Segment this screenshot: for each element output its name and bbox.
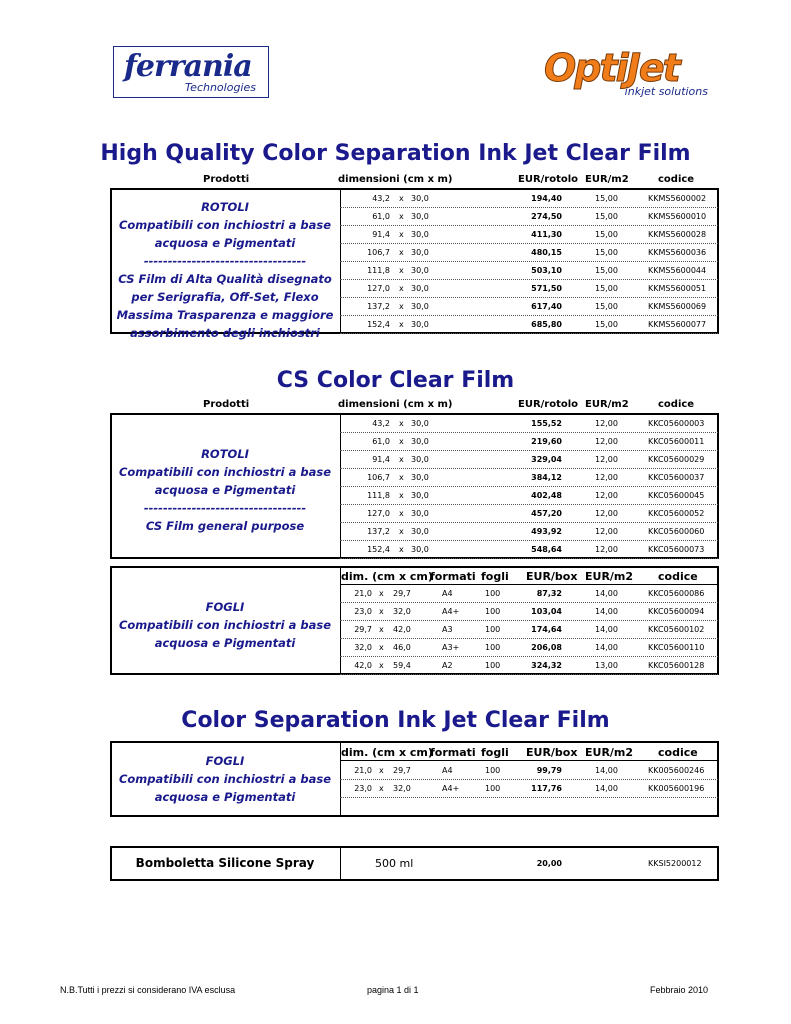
row-width: 127,0 [367,509,390,518]
row-format: A2 [442,661,453,670]
row-length: 30,0 [411,284,429,293]
row-eur-m2: 13,00 [595,661,618,670]
row-width: 43,2 [372,419,390,428]
cs-header-prodotti: Prodotti [203,399,250,410]
row-code: KKC05600045 [648,491,705,500]
hq-product-line: Massima Trasparenza e maggiore [116,308,334,322]
row-fogli: 100 [485,784,501,793]
csep-title: Color Separation Ink Jet Clear Film [181,708,610,733]
cs-product-line: ROTOLI [201,447,249,461]
row-width: 43,2 [372,194,390,203]
cs-sheets-header-eur-box: EUR/box [526,570,578,583]
table-row [340,450,718,469]
spray-qty: 500 ml [375,857,414,870]
cs-sheets-header-dim: dim. (cm x cm) [341,570,433,583]
cs-header-dimensioni: dimensioni (cm x m) [338,399,453,410]
hq-product-line: per Serigrafia, Off-Set, Flexo [131,290,319,304]
row-code: KKMS5600010 [648,212,707,221]
row-price: 685,80 [531,320,562,329]
optijet-logo-sub: inkjet solutions [624,85,708,98]
row-x: x [399,509,404,518]
row-fogli: 100 [485,661,501,670]
row-width: 32,0 [354,643,372,652]
row-width: 127,0 [367,284,390,293]
hq-product-line: Compatibili con inchiostri a base [118,218,332,232]
row-x: x [399,545,404,554]
cs-header-eur-m2: EUR/m2 [585,399,629,410]
row-code: KK005600246 [648,766,705,775]
row-width: 106,7 [367,248,390,257]
row-price: 155,52 [531,419,562,428]
table-row [340,504,718,523]
row-width: 152,4 [367,545,390,554]
row-price: 324,32 [531,661,562,670]
footer-page: pagina 1 di 1 [367,985,419,995]
row-length: 29,7 [393,589,411,598]
row-code: KKC05600003 [648,419,705,428]
row-width: 152,4 [367,320,390,329]
table-row [340,779,718,798]
row-width: 137,2 [367,527,390,536]
row-fogli: 100 [485,607,501,616]
row-code: KKC05600060 [648,527,705,536]
footer-date: Febbraio 2010 [650,985,709,995]
hq-title: High Quality Color Separation Ink Jet Clear Film [100,141,691,166]
row-code: KKC05600110 [648,643,705,652]
row-eur-m2: 15,00 [595,230,618,239]
spray-table-divider [340,848,341,879]
row-code: KKC05600011 [648,437,705,446]
ferrania-logo-sub: Technologies [184,81,256,94]
row-x: x [399,230,404,239]
row-length: 59,4 [393,661,411,670]
hq-header-dimensioni: dimensioni (cm x m) [338,174,453,185]
row-length: 30,0 [411,545,429,554]
row-eur-m2: 14,00 [595,766,618,775]
row-code: KKMS5600069 [648,302,707,311]
cs-product-description [112,445,338,535]
table-row [340,602,718,621]
row-code: KK005600196 [648,784,705,793]
row-price: 174,64 [531,625,562,634]
table-row [340,432,718,451]
row-width: 91,4 [372,230,390,239]
row-length: 30,0 [411,437,429,446]
row-length: 32,0 [393,784,411,793]
row-x: x [399,284,404,293]
hq-product-line: acquosa e Pigmentati [154,236,296,250]
row-x: x [399,527,404,536]
row-price: 617,40 [531,302,562,311]
row-x: x [399,491,404,500]
row-price: 548,64 [531,545,562,554]
row-code: KKC05600094 [648,607,705,616]
row-x: x [379,766,384,775]
row-price: 571,50 [531,284,562,293]
row-fogli: 100 [485,589,501,598]
row-price: 117,76 [531,784,562,793]
csep-product-line: FOGLI [205,754,245,768]
table-row [340,225,718,244]
table-row [340,656,718,675]
cs-sheets-product-line: FOGLI [205,600,245,614]
row-price: 402,48 [531,491,562,500]
row-price: 99,79 [536,766,562,775]
row-eur-m2: 12,00 [595,437,618,446]
row-width: 23,0 [354,607,372,616]
table-row [340,414,718,433]
row-width: 91,4 [372,455,390,464]
row-format: A4 [442,589,453,598]
row-x: x [399,437,404,446]
row-x: x [399,194,404,203]
row-x: x [379,625,384,634]
optijet-logo-word: OptiJet [544,46,679,90]
footer-note: N.B.Tutti i prezzi si considerano IVA esclusa [60,985,236,995]
table-row [340,620,718,639]
row-x: x [399,455,404,464]
cs-sheets-product-line: Compatibili con inchiostri a base [118,618,332,632]
table-row [340,243,718,262]
row-length: 29,7 [393,766,411,775]
row-price: 194,40 [531,194,562,203]
csep-header-formati: formati [430,746,476,759]
cs-header-codice: codice [658,399,695,410]
optijet-logo [544,46,714,100]
row-eur-m2: 14,00 [595,784,618,793]
row-x: x [399,320,404,329]
hq-header-codice: codice [658,174,695,185]
csep-header-codice: codice [658,746,698,759]
table-row [340,315,718,334]
spray-price: 20,00 [536,859,562,868]
row-price: 457,20 [531,509,562,518]
row-eur-m2: 12,00 [595,527,618,536]
table-row [340,279,718,298]
row-eur-m2: 12,00 [595,473,618,482]
cs-sheets-product-description [112,598,338,652]
row-format: A4 [442,766,453,775]
table-row [340,207,718,226]
row-width: 21,0 [354,766,372,775]
row-eur-m2: 14,00 [595,625,618,634]
row-eur-m2: 12,00 [595,509,618,518]
row-eur-m2: 12,00 [595,545,618,554]
row-price: 411,30 [531,230,562,239]
row-x: x [399,302,404,311]
row-code: KKC05600029 [648,455,705,464]
row-width: 106,7 [367,473,390,482]
row-price: 274,50 [531,212,562,221]
row-price: 384,12 [531,473,562,482]
csep-header-eur-box: EUR/box [526,746,578,759]
row-x: x [399,419,404,428]
row-eur-m2: 12,00 [595,455,618,464]
row-length: 30,0 [411,491,429,500]
row-length: 42,0 [393,625,411,634]
row-code: KKMS5600036 [648,248,707,257]
row-width: 111,8 [367,266,390,275]
row-x: x [379,607,384,616]
hq-header-prodotti: Prodotti [203,174,250,185]
row-x: x [399,473,404,482]
csep-product-line: acquosa e Pigmentati [154,790,296,804]
row-x: x [399,266,404,275]
cs-product-line: Compatibili con inchiostri a base [118,465,332,479]
hq-product-line: ---------------------------------- [143,254,307,268]
row-width: 21,0 [354,589,372,598]
row-code: KKC05600073 [648,545,705,554]
cs-header-eur-rotolo: EUR/rotolo [518,399,579,410]
row-code: KKC05600037 [648,473,705,482]
row-code: KKC05600086 [648,589,705,598]
row-code: KKMS5600077 [648,320,707,329]
table-row [340,522,718,541]
cs-sheets-header-codice: codice [658,570,698,583]
row-code: KKC05600102 [648,625,705,634]
row-x: x [379,661,384,670]
csep-product-line: Compatibili con inchiostri a base [118,772,332,786]
table-row [340,486,718,505]
row-eur-m2: 14,00 [595,643,618,652]
row-format: A3+ [442,643,460,652]
hq-product-description [112,198,338,342]
row-price: 103,04 [531,607,562,616]
row-length: 30,0 [411,509,429,518]
row-x: x [379,589,384,598]
row-code: KKMS5600044 [648,266,707,275]
ferrania-logo-word: ferrania [124,49,252,84]
row-width: 137,2 [367,302,390,311]
row-price: 206,08 [531,643,562,652]
row-eur-m2: 15,00 [595,212,618,221]
csep-header-eur-m2: EUR/m2 [585,746,634,759]
row-length: 30,0 [411,455,429,464]
row-length: 30,0 [411,320,429,329]
table-row [340,468,718,487]
row-length: 46,0 [393,643,411,652]
table-row [340,761,718,780]
table-row [340,189,718,208]
csep-product-description [112,752,338,806]
hq-product-line: CS Film di Alta Qualità disegnato [118,272,332,286]
cs-sheets-header-fogli: fogli [481,570,509,583]
cs-title: CS Color Clear Film [276,368,515,393]
row-eur-m2: 15,00 [595,302,618,311]
row-eur-m2: 15,00 [595,248,618,257]
row-x: x [399,248,404,257]
row-width: 111,8 [367,491,390,500]
row-fogli: 100 [485,766,501,775]
row-length: 30,0 [411,266,429,275]
row-eur-m2: 12,00 [595,419,618,428]
row-width: 23,0 [354,784,372,793]
row-eur-m2: 14,00 [595,589,618,598]
row-length: 30,0 [411,473,429,482]
row-length: 30,0 [411,194,429,203]
row-code: KKMS5600051 [648,284,707,293]
row-width: 29,7 [354,625,372,634]
row-price: 503,10 [531,266,562,275]
csep-header-fogli: fogli [481,746,509,759]
row-eur-m2: 15,00 [595,320,618,329]
row-width: 42,0 [354,661,372,670]
row-x: x [379,643,384,652]
row-length: 30,0 [411,248,429,257]
row-length: 30,0 [411,230,429,239]
spray-name: Bomboletta Silicone Spray [135,856,315,870]
table-row [340,638,718,657]
row-length: 32,0 [393,607,411,616]
row-code: KKC05600052 [648,509,705,518]
cs-sheets-header-eur-m2: EUR/m2 [585,570,634,583]
row-format: A3 [442,625,453,634]
row-price: 219,60 [531,437,562,446]
row-length: 30,0 [411,302,429,311]
hq-product-line: ROTOLI [201,200,249,214]
cs-product-line: ---------------------------------- [143,501,307,515]
row-code: KKMS5600028 [648,230,707,239]
row-x: x [399,212,404,221]
cs-product-line: acquosa e Pigmentati [154,483,296,497]
row-code: KKMS5600002 [648,194,707,203]
row-eur-m2: 15,00 [595,266,618,275]
row-price: 329,04 [531,455,562,464]
row-price: 87,32 [536,589,562,598]
row-eur-m2: 15,00 [595,284,618,293]
csep-header-dim: dim. (cm x cm) [341,746,433,759]
row-x: x [379,784,384,793]
cs-sheets-product-line: acquosa e Pigmentati [154,636,296,650]
table-row [340,297,718,316]
row-eur-m2: 14,00 [595,607,618,616]
row-width: 61,0 [372,212,390,221]
hq-header-eur-rotolo: EUR/rotolo [518,174,579,185]
row-fogli: 100 [485,625,501,634]
row-price: 493,92 [531,527,562,536]
row-length: 30,0 [411,419,429,428]
row-price: 480,15 [531,248,562,257]
row-eur-m2: 15,00 [595,194,618,203]
row-length: 30,0 [411,212,429,221]
row-width: 61,0 [372,437,390,446]
row-format: A4+ [442,607,460,616]
hq-product-line: assorbimento degli inchiostri [130,326,320,340]
row-eur-m2: 12,00 [595,491,618,500]
row-length: 30,0 [411,527,429,536]
table-row [340,540,718,559]
row-fogli: 100 [485,643,501,652]
table-row [340,261,718,280]
row-code: KKC05600128 [648,661,705,670]
hq-header-eur-m2: EUR/m2 [585,174,629,185]
row-format: A4+ [442,784,460,793]
ferrania-logo [113,46,269,98]
table-row [340,584,718,603]
cs-product-line: CS Film general purpose [145,519,305,533]
cs-sheets-header-formati: formati [430,570,476,583]
spray-code: KKSI5200012 [648,859,702,868]
